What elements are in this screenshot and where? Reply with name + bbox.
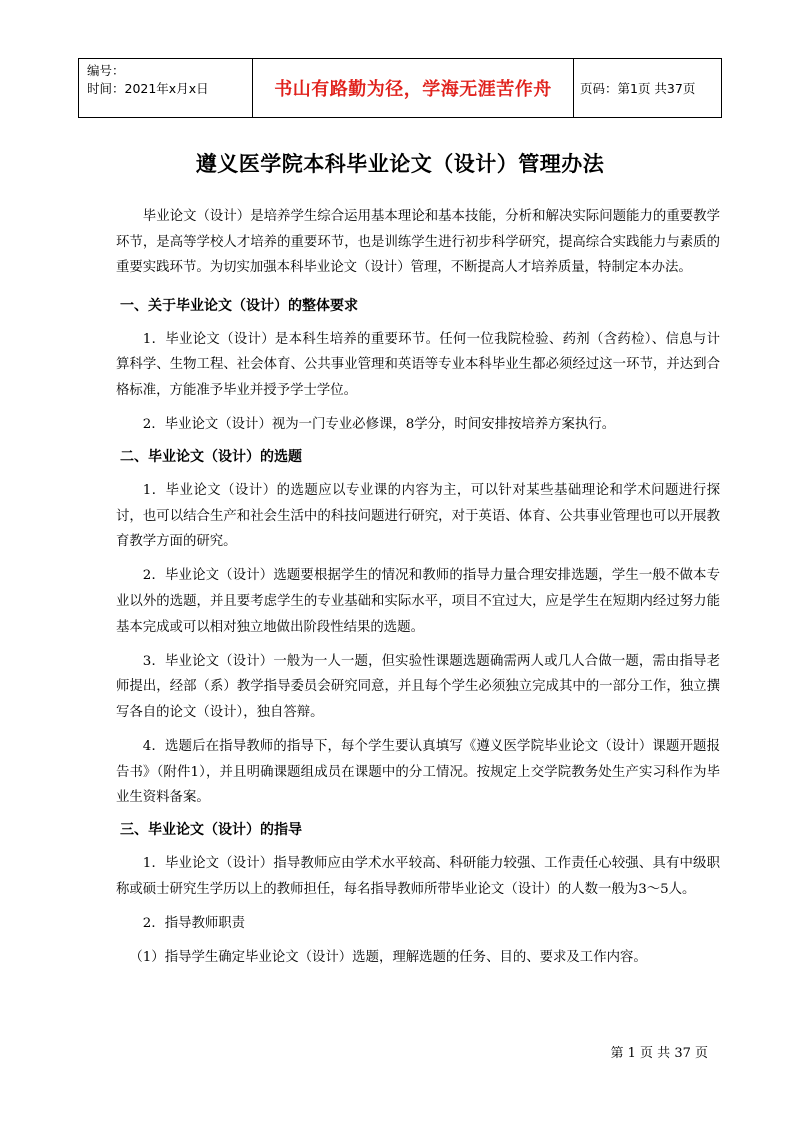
- section-heading: 一、关于毕业论文（设计）的整体要求: [120, 297, 358, 314]
- intro-paragraph: 毕业论文（设计）是培养学生综合运用基本理论和基本技能，分析和解决实际问题能力的重要教学环节，是高等学校人才培养的重要环节，也是训练学生进行初步科学研究，提高综合实践能力与素质的重要实践环节。为切实加强本科毕业论文（设计）管理，不断提高人才培养质量，特制定本办法。: [116, 209, 720, 276]
- document-title: 遵义医学院本科毕业论文（设计）管理办法: [195, 152, 605, 176]
- section-paragraph: 4．选题后在指导教师的指导下，每个学生要认真填写《遵义医学院毕业论文（设计）课题开题报告书》（附件1），并且明确课题组成员在课题中的分工情况。按规定上交学院教务处生产实习科作为毕业生资料备案。: [116, 739, 720, 806]
- document-body: [116, 204, 720, 979]
- section-paragraph: 1．毕业论文（设计）是本科生培养的重要环节。任何一位我院检验、药剂（含药检）、信息与计算科学、生物工程、社会体育、公共事业管理和英语等专业本科毕业生都必须经过这一环节，并达到合格标准，方能准予毕业并授予学士学位。: [116, 331, 720, 398]
- section-paragraph: 3．毕业论文（设计）一般为一人一题，但实验性课题选题确需两人或几人合做一题，需由指导老师提出，经部（系）教学指导委员会研究同意，并且每个学生必须独立完成其中的一部分工作，独立撰写各自的论文（设计），独自答辩。: [116, 653, 720, 720]
- section-heading: 二、毕业论文（设计）的选题: [120, 449, 302, 466]
- section-paragraph: 1．毕业论文（设计）指导教师应由学术水平较高、科研能力较强、工作责任心较强、具有中级职称或硕士研究生学历以上的教师担任，每名指导教师所带毕业论文（设计）的人数一般为3～5人。: [116, 856, 720, 897]
- section-paragraph: 1．毕业论文（设计）的选题应以专业课的内容为主，可以针对某些基础理论和学术问题进行探讨，也可以结合生产和社会生活中的科技问题进行研究，对于英语、体育、公共事业管理也可以开展教育教学方面的研究。: [116, 483, 720, 550]
- section-paragraph: 2．指导教师职责: [142, 915, 246, 931]
- header-page-info: 页码：第1页 共37页: [574, 59, 722, 118]
- header-motto: 书山有路勤为径，学海无涯苦作舟: [253, 59, 574, 118]
- section-paragraph: （1）指导学生确定毕业论文（设计）选题，理解选题的任务、目的、要求及工作内容。: [129, 950, 647, 966]
- section-paragraph: 2．毕业论文（设计）视为一门专业必修课，8学分，时间安排按培养方案执行。: [142, 417, 616, 433]
- header-meta-cell: [79, 59, 253, 118]
- page-footer: 第 1 页 共 37 页: [610, 1046, 708, 1061]
- section-paragraph: 2．毕业论文（设计）选题要根据学生的情况和教师的指导力量合理安排选题，学生一般不做本专业以外的选题，并且要考虑学生的专业基础和实际水平，项目不宜过大，应是学生在短期内经过努力能基本完成或可以相对独立地做出阶段性结果的选题。: [116, 568, 720, 635]
- document-number-label: 编号：: [87, 63, 125, 78]
- document-time-label: 时间：2021年x月x日: [87, 81, 209, 96]
- section-heading: 三、毕业论文（设计）的指导: [120, 822, 302, 839]
- header-table: [78, 58, 722, 118]
